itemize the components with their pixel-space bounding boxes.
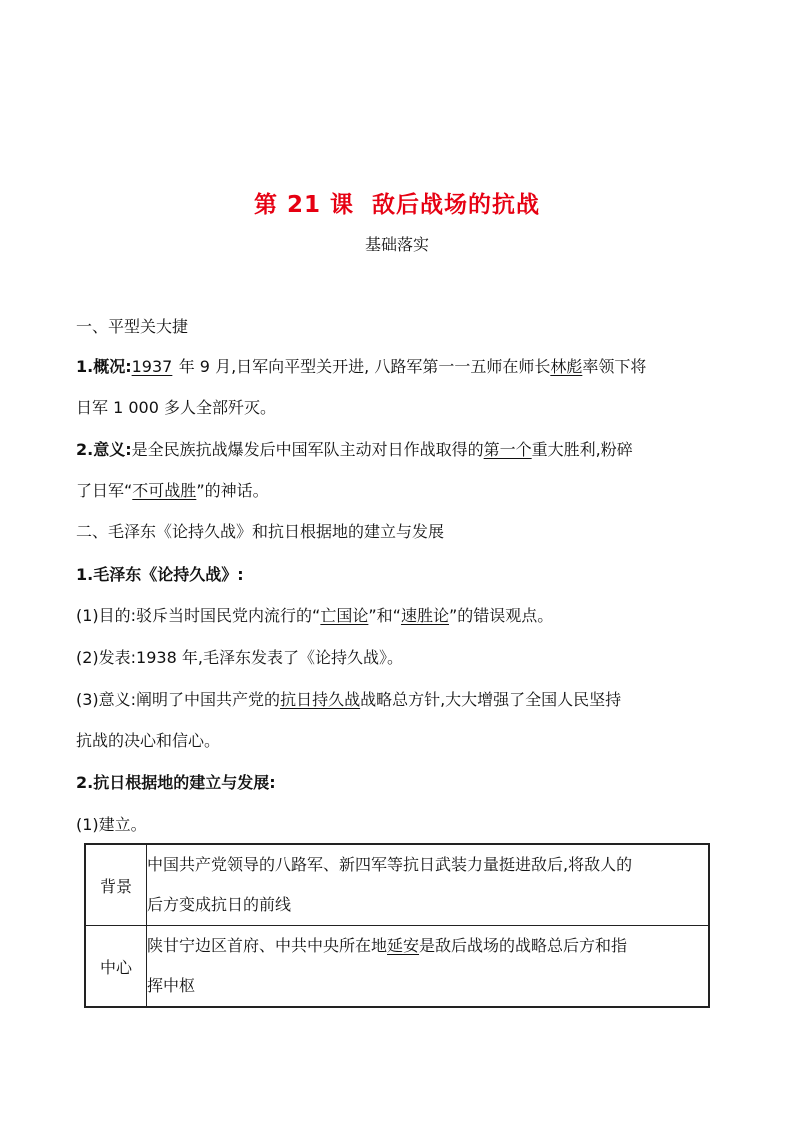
blank-answer: 抗日持久战: [280, 690, 361, 709]
table-key-center: 中心: [85, 926, 147, 1008]
overview-paragraph: 1.概况:1937 年 9 月,日军向平型关开进, 八路军第一一五师在师长林彪率领下将: [76, 357, 647, 376]
publication-paragraph: (2)发表:1938 年,毛泽东发表了《论持久战》。: [76, 648, 403, 667]
table-key-background: 背景: [85, 844, 147, 926]
blank-answer: 速胜论: [400, 606, 449, 625]
blank-answer: 林彪: [550, 357, 583, 376]
table-value-center: 陕甘宁边区首府、中共中央所在地延安是敌后战场的战略总后方和指 挥中枢: [147, 926, 710, 1008]
blank-answer: 第一个: [483, 440, 532, 459]
blank-answer: 亡国论: [320, 606, 369, 625]
page-title: 第 21 课 敌后战场的抗战: [253, 192, 541, 218]
blank-answer: 1937: [131, 357, 173, 376]
meaning-paragraph-cont: 抗战的决心和信心。: [76, 731, 221, 750]
purpose-paragraph: (1)目的:驳斥当时国民党内流行的“亡国论”和“速胜论”的错误观点。: [76, 606, 554, 625]
table-row: [85, 926, 709, 1008]
section-heading-1: 一、平型关大捷: [76, 317, 189, 336]
establishment-label: (1)建立。: [76, 815, 147, 834]
overview-paragraph-cont: 日军 1 000 多人全部歼灭。: [76, 398, 276, 417]
significance-paragraph-cont: 了日军“不可战胜”的神话。: [76, 481, 269, 500]
section-heading-2: 二、毛泽东《论持久战》和抗日根据地的建立与发展: [76, 522, 445, 541]
subheading-protracted-war: 1.毛泽东《论持久战》:: [76, 565, 244, 584]
table-row: [85, 844, 709, 926]
table-value-background: 中国共产党领导的八路军、新四军等抗日武装力量挺进敌后,将敌人的 后方变成抗日的前线: [147, 844, 710, 926]
meaning-paragraph: (3)意义:阐明了中国共产党的抗日持久战战略总方针,大大增强了全国人民坚持: [76, 690, 622, 709]
subheading-base-areas: 2.抗日根据地的建立与发展:: [76, 773, 276, 792]
page-subtitle: 基础落实: [364, 235, 429, 254]
significance-paragraph: 2.意义:是全民族抗战爆发后中国军队主动对日作战取得的第一个重大胜利,粉碎: [76, 440, 633, 459]
establishment-table: [84, 843, 710, 1008]
blank-answer: 延安: [387, 936, 420, 955]
blank-answer: 不可战胜: [132, 481, 197, 500]
